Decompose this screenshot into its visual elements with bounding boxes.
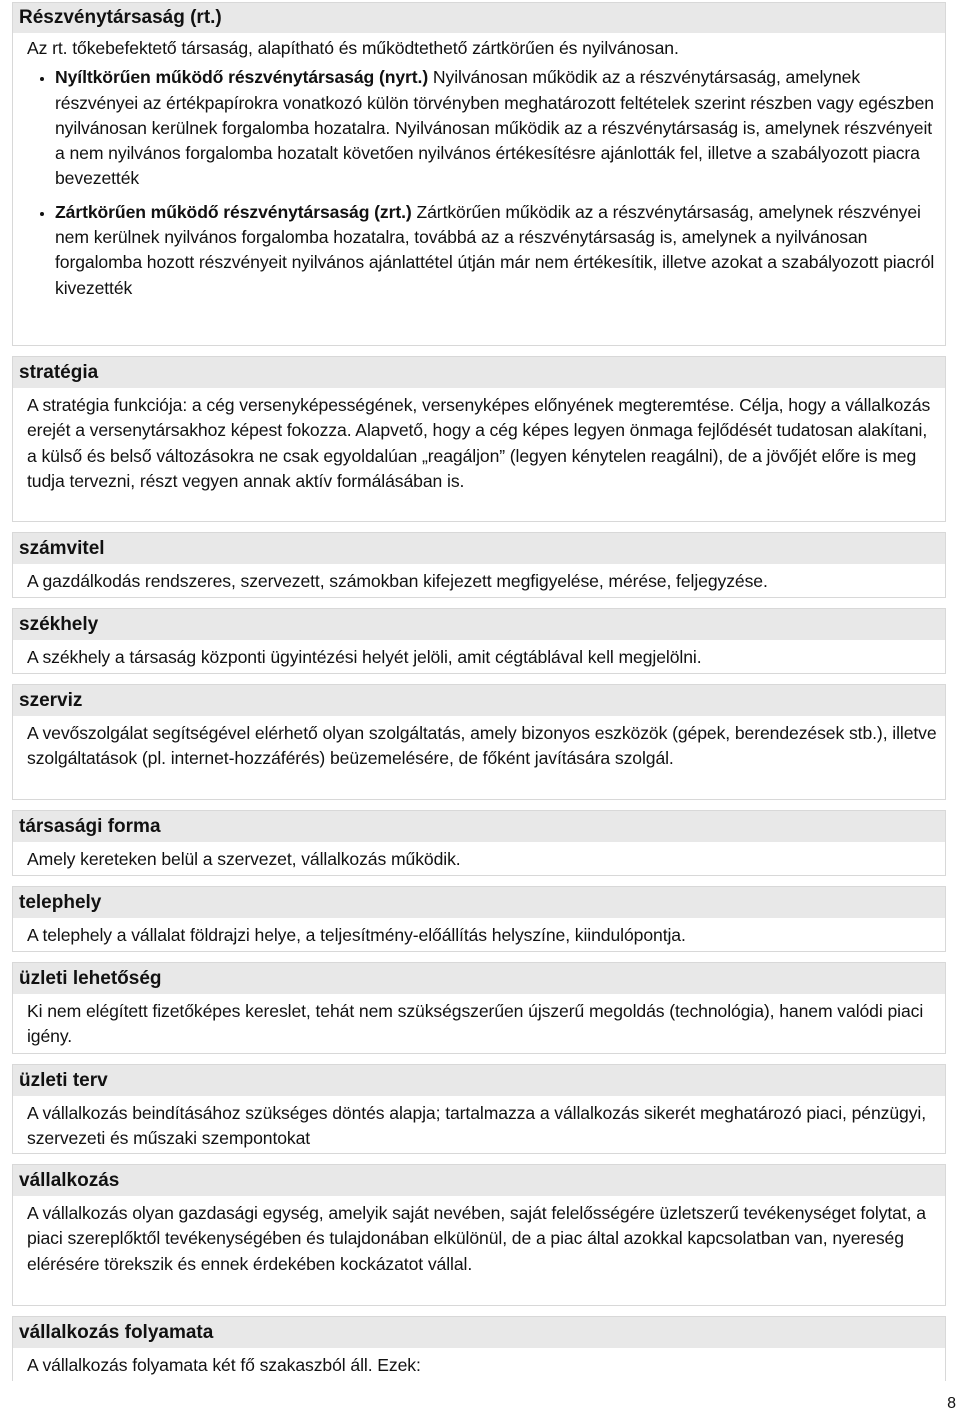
term-uzleti-terv xyxy=(12,1064,946,1154)
term-body: A vállalkozás folyamata két fő szakaszból áll. Ezek: xyxy=(27,1355,421,1375)
term-body: A vevőszolgálat segítségével elérhető olyan szolgáltatás, amely bizonyos eszközök (gépek, berendezések stb.), illetve szolgáltatások (pl. internet-hozzáférés) beüzemelésére, de főként javítására szolgál. xyxy=(27,723,937,769)
term-body: A stratégia funkciója: a cég versenyképességének, versenyképes előnyének megteremtése. Célja, hogy a vállalkozás erejét a versenytársakhoz képest fokozza. Alapvető, hogy a cég képes legyen önmaga fejlődését tudatosan alakítani, a külső és belső változásokra ne csak egyoldalúan „reagáljon” (legyen kénytelen reagálni), de a jövőjét előre is meg tudja tervezni, részt vegyen annak aktív formálásában is. xyxy=(27,395,931,491)
term-intro: Az rt. tőkebefektető társaság, alapítható és működtethető zártkörűen és nyilvánosan. xyxy=(27,38,679,58)
list-item xyxy=(55,200,941,301)
term-body: A telephely a vállalat földrajzi helye, a teljesítmény-előállítás helyszíne, kiindulópontja. xyxy=(27,925,686,945)
term-title: üzleti lehetőség xyxy=(13,963,945,994)
term-body: A gazdálkodás rendszeres, szervezett, számokban kifejezett megfigyelése, mérése, feljegyzése. xyxy=(27,571,768,591)
term-szerviz xyxy=(12,684,946,800)
term-body: Amely kereteken belül a szervezet, vállalkozás működik. xyxy=(27,849,461,869)
term-title: társasági forma xyxy=(13,811,945,842)
term-title: vállalkozás folyamata xyxy=(13,1317,945,1348)
term-tarsasagi-forma xyxy=(12,810,946,876)
list-item-text: Zártkörűen működik az a részvénytársaság, amelynek részvényei nem kerülnek nyilvános forgalomba hozatalra, továbbá az a részvénytársaság is, amelynek a nyilvánosan forgalomba hozott részvényeit nyilvános ajánlattétel útján már nem értékesítik, illetve azokat a szabályozott piacról kivezették xyxy=(55,201,935,298)
term-strategia xyxy=(12,356,946,522)
term-body: Ki nem elégített fizetőképes kereslet, tehát nem szükségszerűen újszerű megoldás (technológia), hanem valódi piaci igény. xyxy=(27,1001,924,1047)
term-body xyxy=(13,33,945,315)
glossary-page xyxy=(12,2,946,1381)
page-number: 8 xyxy=(947,1395,956,1412)
term-vallalkozas-folyamata xyxy=(12,1316,946,1381)
term-telephely xyxy=(12,886,946,952)
term-vallalkozas xyxy=(12,1164,946,1306)
term-body: A székhely a társaság központi ügyintézési helyét jelöli, amit cégtáblával kell megjelölni. xyxy=(27,647,702,667)
term-szamvitel xyxy=(12,532,946,598)
term-title: vállalkozás xyxy=(13,1165,945,1196)
term-title: szerviz xyxy=(13,685,945,716)
term-body: A vállalkozás beindításához szükséges döntés alapja; tartalmazza a vállalkozás sikerét meghatározó piaci, pénzügyi, szervezeti és műszaki szempontokat xyxy=(27,1103,926,1149)
term-list xyxy=(27,65,941,301)
term-title: székhely xyxy=(13,609,945,640)
list-item-heading: Nyíltkörűen működő részvénytársaság (nyrt.) xyxy=(55,67,429,88)
list-item xyxy=(55,65,941,191)
term-szekhely xyxy=(12,608,946,674)
term-title: számvitel xyxy=(13,533,945,564)
term-body: A vállalkozás olyan gazdasági egység, amelyik saját nevében, saját felelősségére üzletszerű tevékenységet folytat, a piaci szereplőktől tevékenységében és tulajdonában elkülönül, de a piac által azokkal kapcsolatban van, nyereség elérésére törekszik és ennek érdekében kockázatot vállal. xyxy=(27,1203,926,1274)
list-item-text: Nyilvánosan működik az a részvénytársaság, amelynek részvényei az értékpapírokra vonatkozó külön törvényben meghatározott feltételek szerint részben vagy egészben nyilvánosan kerülnek forgalomba hozatalra. Nyilvánosan működik az a részvénytársaság is, amelynek részvényeit a nem nyilvános forgalomba hozatalt követően nyilvános értékesítésre ajánlották fel, illetve a szabályozott piacra bevezették xyxy=(55,67,934,189)
term-title: telephely xyxy=(13,887,945,918)
term-title: üzleti terv xyxy=(13,1065,945,1096)
term-uzleti-lehetoseg xyxy=(12,962,946,1054)
term-title: Részvénytársaság (rt.) xyxy=(13,3,945,33)
list-item-heading: Zártkörűen működő részvénytársaság (zrt.) xyxy=(55,201,412,222)
term-rt xyxy=(12,2,946,346)
term-title: stratégia xyxy=(13,357,945,388)
